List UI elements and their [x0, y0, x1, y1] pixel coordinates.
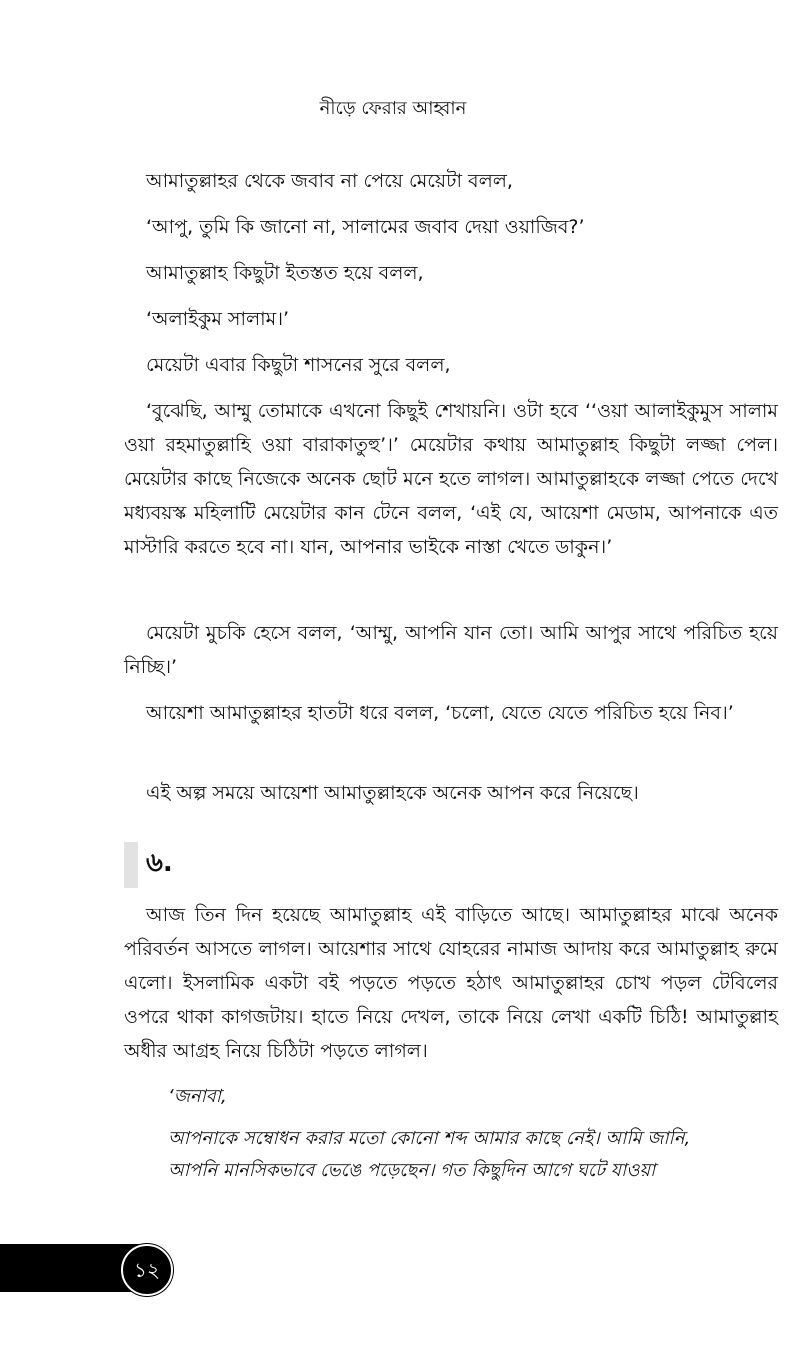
letter-line: আপনাকে সম্বোধন করার মতো কোনো শব্দ আমার কাছে নেই। আমি জানি,	[168, 1128, 691, 1149]
paragraph: ‘বুঝেছি, আম্মু তোমাকে এখনো কিছুই শেখায়নি। ওটা হবে ‘‘ওয়া আলাইকুমুস সালাম ওয়া রহমাতুল্লাহি ওয়া বারাকাতুহু’।’ মেয়েটার কথায় আমাতুল্লাহ কিছুটা লজ্জা পেল। মেয়েটার কাছে নিজেকে অনেক ছোট মনে হতে লাগল। আমাতুল্লাহকে লজ্জা পেতে দেখে মধ্যবয়স্ক মহিলাটি মেয়েটার কান টেনে বলল, ‘এই যে, আয়েশা মেডাম, আপনাকে এত মাস্টারি করতে হবে না। যান, আপনার ভাইকে নাস্তা খেতে ডাকুন।’	[124, 400, 778, 558]
paragraph-block	[124, 696, 778, 730]
letter-salutation: ‘জনাবা,	[168, 1086, 227, 1107]
paragraph: আয়েশা আমাতুল্লাহর হাতটা ধরে বলল, ‘চলো, যেতে যেতে পরিচিত হয়ে নিব।’	[146, 702, 734, 724]
paragraph: মেয়েটা এবার কিছুটা শাসনের সুরে বলল,	[146, 354, 451, 376]
paragraph: ‘আপু, তুমি কি জানো না, সালামের জবাব দেয়া ওয়াজিব?’	[146, 216, 585, 238]
paragraph-block	[124, 394, 778, 564]
paragraph-block	[124, 898, 778, 1068]
paragraph: আমাতুল্লাহ কিছুটা ইতস্তত হয়ে বলল,	[146, 262, 424, 284]
paragraph: এই অল্প সময়ে আয়েশা আমাতুল্লাহকে অনেক আপন করে নিয়েছে।	[146, 782, 639, 804]
paragraph: আজ তিন দিন হয়েছে আমাতুল্লাহ এই বাড়িতে আছে। আমাতুল্লাহর মাঝে অনেক পরিবর্তন আসতে লাগল। আয়েশার সাথে যোহরের নামাজ আদায় করে আমাতুল্লাহ রুমে এলো। ইসলামিক একটা বই পড়তে পড়তে হঠাৎ আমাতুল্লাহর চোখ পড়ল টেবিলের ওপরে থাকা কাগজটায়। হাতে নিয়ে দেখল, তাকে নিয়ে লেখা একটি চিঠি! আমাতুল্লাহ অধীর আগ্রহ নিয়ে চিঠিটা পড়তে লাগল।	[124, 904, 778, 1062]
paragraph: ‘অলাইকুম সালাম।’	[146, 308, 290, 330]
letter-line: আপনি মানসিকভাবে ভেঙে পড়েছেন। গত কিছুদিন আগে ঘটে যাওয়া	[168, 1160, 656, 1181]
section-number: ৬.	[146, 848, 173, 878]
paragraph: আমাতুল্লাহর থেকে জবাব না পেয়ে মেয়েটা বলল,	[146, 170, 513, 192]
running-header-title: নীড়ে ফেরার আহ্বান	[319, 98, 467, 119]
page-number: ১২	[121, 1244, 173, 1296]
section-marker	[124, 842, 138, 888]
paragraph-block	[124, 616, 778, 684]
paragraph: মেয়েটা মুচকি হেসে বলল, ‘আম্মু, আপনি যান তো। আমি আপুর সাথে পরিচিত হয়ে নিচ্ছি।’	[124, 622, 778, 678]
